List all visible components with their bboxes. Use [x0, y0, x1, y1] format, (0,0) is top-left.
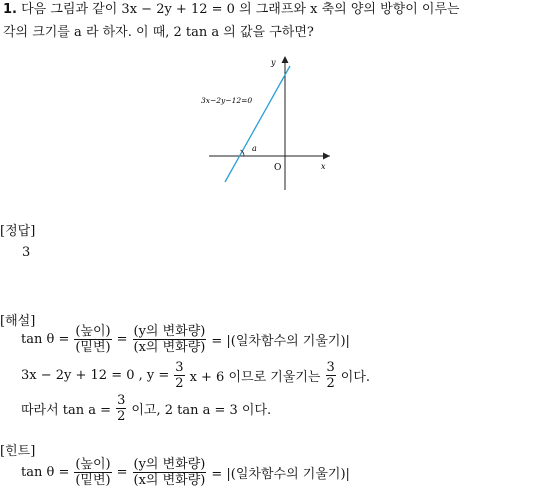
slope-text: = |(일차함수의 기울기)| [211, 467, 350, 482]
tan-theta: tan θ = [21, 332, 70, 347]
change-ratio-fraction [133, 457, 207, 488]
fraction-denominator: (밑변) [75, 473, 111, 488]
fraction-numerator: 3 [175, 360, 184, 375]
explanation-heading: [해설] [0, 314, 36, 329]
origin-label: O [274, 163, 282, 173]
answer-value: 3 [22, 245, 31, 260]
equation-label: 3x−2y−12=0 [201, 96, 253, 105]
height-over-base-fraction [74, 324, 111, 355]
hint-formula [21, 457, 350, 488]
equals-sign: = [116, 465, 128, 480]
fraction-denominator: 2 [117, 409, 126, 424]
fraction-numerator: 3 [117, 393, 126, 408]
three-halves-fraction [326, 360, 336, 391]
fraction-numerator: (y의 변화량) [133, 324, 206, 339]
fraction-numerator: (높이) [75, 324, 111, 339]
hint-heading: [힌트] [0, 444, 36, 459]
fraction-numerator: 3 [326, 360, 335, 375]
slope-text: = |(일차함수의 기울기)| [211, 334, 350, 349]
explanation-line-3 [21, 393, 271, 424]
fraction-denominator: (x의 변화량) [133, 473, 206, 488]
sentence-end: 이다. [340, 370, 371, 385]
equals-sign: = [116, 332, 128, 347]
equation-text: 3x − 2y + 12 = 0 , y = [21, 368, 170, 383]
conclusion-text: 따라서 tan a = [21, 403, 112, 418]
x-axis-arrow-icon [323, 153, 330, 160]
angle-label: a [252, 144, 257, 153]
question-text-1: 다음 그림과 같이 3x − 2y + 12 = 0 의 그래프와 x 축의 양의 방향이 이루는 [21, 2, 460, 17]
conclusion-end: 이고, 2 tan a = 3 이다. [131, 403, 272, 418]
height-over-base-fraction [74, 457, 111, 488]
graph-figure [195, 50, 345, 195]
fraction-denominator: (밑변) [75, 340, 111, 355]
y-axis-arrow-icon [282, 56, 289, 63]
fraction-numerator: (높이) [75, 457, 111, 472]
question-line-1 [3, 2, 460, 18]
explanation-formula [21, 324, 350, 355]
question-text-2: 각의 크기를 a 라 하자. 이 때, 2 tan a 의 값을 구하면? [3, 25, 314, 40]
slope-statement: x + 6 이므로 기울기는 [189, 370, 321, 385]
change-ratio-fraction [133, 324, 207, 355]
three-halves-fraction [174, 360, 184, 391]
fraction-denominator: 2 [326, 376, 335, 391]
fraction-numerator: (y의 변화량) [133, 457, 206, 472]
x-axis-label: x [321, 162, 326, 171]
three-halves-fraction [116, 393, 126, 424]
question-line-2 [3, 25, 314, 41]
answer-heading: [정답] [0, 224, 36, 239]
tan-theta: tan θ = [21, 465, 70, 480]
explanation-line-2 [21, 360, 370, 391]
y-axis-label: y [271, 58, 276, 67]
fraction-denominator: (x의 변화량) [133, 340, 206, 355]
fraction-denominator: 2 [175, 376, 184, 391]
question-number: 1. [3, 2, 17, 17]
